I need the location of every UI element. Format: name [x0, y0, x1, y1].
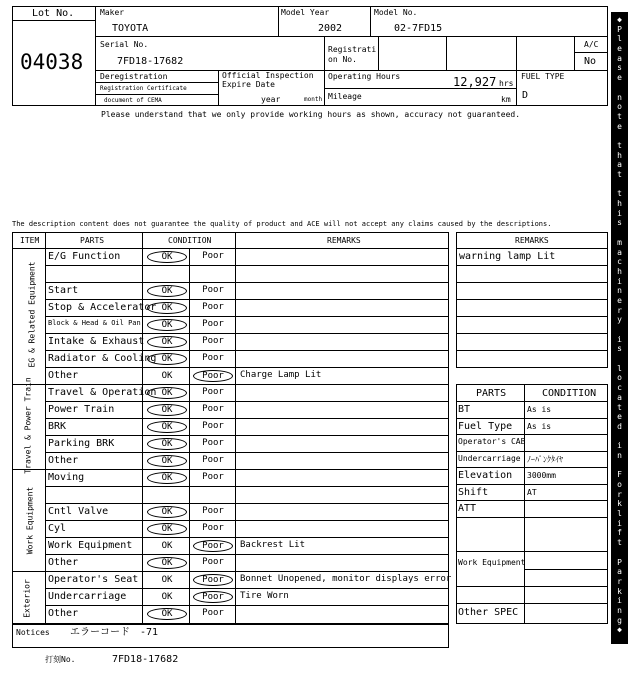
poor-option: Poor: [202, 506, 224, 516]
poor-option: Poor: [202, 472, 224, 482]
poor-circled: Poor: [193, 591, 233, 603]
poor-circled: Poor: [193, 370, 233, 382]
group-eg: EG & Related Equipment: [27, 261, 37, 368]
sidebar-char: a: [617, 247, 622, 257]
sidebar-char: t: [617, 170, 622, 179]
sidebar-char: s: [617, 344, 622, 354]
sidebar-char: P: [617, 557, 622, 567]
ok-circled: OK: [147, 404, 187, 416]
model-year-value: 2002: [318, 23, 343, 34]
table-row-part: Other: [48, 455, 79, 466]
ok-option: OK: [161, 592, 173, 602]
table-row-part: Cyl: [48, 523, 67, 534]
registration-label: Registrati on No.: [328, 45, 377, 64]
notices-label: Notices: [16, 628, 50, 637]
table-row-part: BRK: [48, 421, 67, 432]
poor-option: Poor: [202, 421, 224, 431]
stamp-label: 打刻No.: [45, 655, 76, 664]
sidebar-char: n: [617, 92, 622, 102]
ac-value: No: [584, 56, 597, 67]
row-remark: Charge Lamp Lit: [240, 370, 322, 380]
table-row-part: Stop & Accelerator: [48, 302, 157, 313]
ok-circled: OK: [147, 285, 187, 297]
serial-value: 7FD18-17682: [117, 56, 184, 67]
operating-hours-label: Operating Hours: [328, 72, 401, 81]
sidebar-char: g: [617, 615, 622, 625]
hrs-unit: hrs: [499, 79, 514, 88]
table-row-part: Other: [48, 608, 79, 619]
right-col-parts: PARTS: [476, 388, 507, 399]
ok-circled: OK: [147, 251, 187, 263]
poor-option: Poor: [202, 438, 224, 448]
sidebar-char: k: [617, 586, 622, 596]
maker-value: TOYOTA: [112, 23, 149, 34]
sidebar-char: l: [617, 363, 622, 373]
row-remark: Backrest Lit: [240, 540, 306, 550]
right-parts-table: [456, 384, 608, 624]
sidebar-char: e: [617, 412, 622, 422]
official-inspection-label: Official Inspection: [222, 71, 314, 80]
group-work: Work Equipment: [25, 486, 35, 555]
sidebar-char: r: [617, 305, 622, 315]
right-part-name: Shift: [458, 486, 489, 498]
sidebar-char: c: [617, 383, 622, 393]
sidebar-char: i: [617, 518, 622, 528]
ok-circled: OK: [147, 523, 187, 535]
sidebar-char: d: [617, 421, 622, 431]
right-part-condition: 3000mm: [527, 471, 556, 480]
sidebar-char: h: [617, 150, 622, 160]
poor-circled: Poor: [193, 574, 233, 586]
sidebar-char: i: [617, 596, 622, 606]
serial-label: Serial No.: [100, 40, 149, 49]
sidebar-char: h: [617, 266, 622, 276]
maker-label: Maker: [100, 8, 125, 17]
group-travel: Travel & Power Train: [23, 377, 33, 474]
right-part-name: Fuel Type: [458, 420, 513, 432]
sidebar-char: s: [617, 63, 622, 73]
sidebar-char: c: [617, 257, 622, 267]
sidebar-char: f: [617, 528, 622, 538]
hours-notice: Please understand that we only provide working hours as shown, accuracy not guaranteed.: [101, 110, 521, 119]
sidebar-char: i: [617, 208, 622, 218]
right-remarks-first: warning lamp Lit: [459, 251, 556, 262]
sidebar-char: k: [617, 499, 622, 509]
expire-date-label: Expire Date: [222, 80, 275, 89]
sidebar-char: a: [617, 392, 622, 402]
sidebar-char: o: [617, 480, 622, 489]
table-row-part: Intake & Exhaust: [48, 336, 145, 347]
right-part-name: Operator's CAB: [458, 437, 526, 446]
sidebar-char: e: [617, 73, 622, 83]
poor-option: Poor: [202, 319, 224, 329]
sidebar-char: ◆: [617, 625, 622, 635]
ok-circled: OK: [147, 506, 187, 518]
sidebar-char: i: [617, 441, 622, 451]
poor-option: Poor: [202, 523, 224, 533]
right-part-condition: As is: [527, 421, 552, 431]
right-part-condition: AT: [527, 487, 537, 497]
poor-option: Poor: [202, 251, 224, 261]
col-parts: PARTS: [80, 236, 105, 245]
ok-circled: OK: [147, 353, 187, 365]
sidebar-char: e: [617, 44, 622, 54]
sidebar-char: t: [617, 538, 622, 548]
lot-number: 04038: [20, 50, 84, 74]
sidebar-char: n: [617, 286, 622, 296]
right-part-condition: ﾉｰﾊﾟﾝｸﾀｲﾔ: [527, 454, 563, 464]
ok-circled: OK: [147, 387, 187, 399]
ok-circled: OK: [147, 557, 187, 569]
sidebar-char: e: [617, 295, 622, 305]
model-year-label: Model Year: [281, 8, 330, 17]
col-condition: CONDITION: [168, 236, 212, 245]
sidebar-char: i: [617, 334, 622, 344]
ok-circled: OK: [147, 608, 187, 620]
month-label: month: [304, 96, 323, 103]
right-part-condition: As is: [527, 405, 552, 414]
other-spec-label: Other SPEC: [458, 607, 519, 618]
col-remarks: REMARKS: [327, 236, 361, 245]
deregistration-label: Deregistration: [100, 72, 168, 81]
sidebar-char: a: [617, 53, 622, 63]
group-exterior: Exterior: [22, 579, 32, 618]
table-row-part: Parking BRK: [48, 438, 115, 449]
col-item: ITEM: [20, 236, 40, 245]
sidebar-char: r: [617, 576, 622, 586]
table-row-part: Travel & Operation: [48, 387, 157, 398]
sidebar-char: t: [617, 111, 622, 121]
sidebar-char: m: [617, 237, 622, 247]
right-part-name: BT: [458, 404, 471, 415]
location-notice-sidebar: [611, 12, 628, 644]
ok-circled: OK: [147, 472, 187, 484]
row-remark: Tire Worn: [240, 591, 289, 601]
sidebar-char: l: [617, 34, 622, 44]
notices-value: エラーコード -71: [70, 627, 159, 638]
sidebar-char: P: [617, 24, 622, 34]
ok-option: OK: [161, 541, 173, 551]
sidebar-char: l: [617, 509, 622, 519]
right-part-name: Elevation: [458, 470, 513, 481]
row-remark: Bonnet Unopened, monitor displays error: [240, 574, 452, 584]
sidebar-char: t: [617, 140, 622, 150]
registration-certificate-label: Registration Certificate: [100, 85, 187, 92]
sidebar-char: ◆: [617, 15, 622, 24]
poor-option: Poor: [202, 285, 224, 295]
model-no-value: 02-7FD15: [394, 23, 443, 34]
sidebar-char: o: [617, 102, 622, 112]
ok-option: OK: [161, 575, 173, 585]
ok-circled: OK: [147, 302, 187, 314]
fuel-type-value: D: [522, 90, 529, 101]
sidebar-char: e: [617, 121, 622, 131]
km-unit: km: [501, 95, 511, 104]
table-row-part: Start: [48, 285, 79, 296]
sidebar-char: i: [617, 276, 622, 286]
fuel-type-label: FUEL TYPE: [521, 72, 565, 81]
sidebar-char: t: [617, 402, 622, 412]
year-label: year: [261, 95, 281, 104]
poor-option: Poor: [202, 353, 224, 363]
poor-option: Poor: [202, 336, 224, 346]
table-row-part: Power Train: [48, 404, 115, 415]
table-row-part: Block & Head & Oil Pan: [48, 319, 141, 327]
sidebar-char: o: [617, 373, 622, 383]
sidebar-char: h: [617, 199, 622, 209]
right-remarks-header: REMARKS: [515, 236, 549, 245]
sidebar-char: t: [617, 189, 622, 199]
stamp-value: 7FD18-17682: [112, 654, 179, 665]
poor-option: Poor: [202, 557, 224, 567]
ok-option: OK: [161, 371, 173, 381]
mileage-label: Mileage: [328, 92, 362, 101]
table-row-part: Moving: [48, 472, 85, 483]
disclaimer: The description content does not guarantee the quality of product and ACE will not accept any claims caused by the descriptions.: [12, 220, 552, 228]
lot-label: Lot No.: [32, 8, 75, 19]
sidebar-char: a: [617, 160, 622, 170]
right-part-name: ATT: [458, 503, 477, 514]
right-col-condition: CONDITION: [542, 388, 597, 399]
poor-option: Poor: [202, 302, 224, 312]
table-row-part: Cntl Valve: [48, 506, 109, 517]
ok-circled: OK: [147, 319, 187, 331]
ok-circled: OK: [147, 421, 187, 433]
table-row-part: Other: [48, 557, 79, 568]
table-row-part: E/G Function: [48, 251, 121, 262]
poor-option: Poor: [202, 608, 224, 618]
sidebar-char: n: [617, 605, 622, 615]
table-row-part: Work Equipment: [48, 540, 133, 551]
table-row-part: Operator's Seat: [48, 574, 139, 585]
poor-option: Poor: [202, 387, 224, 397]
document-cema-label: document of CEMA: [104, 97, 162, 104]
ok-circled: OK: [147, 455, 187, 467]
poor-option: Poor: [202, 404, 224, 414]
model-no-label: Model No.: [374, 8, 418, 17]
table-row-part: Undercarriage: [48, 591, 127, 602]
sidebar-char: a: [617, 567, 622, 577]
poor-circled: Poor: [193, 540, 233, 552]
sidebar-char: s: [617, 218, 622, 228]
poor-option: Poor: [202, 455, 224, 465]
operating-hours-value: 12,927: [453, 75, 497, 89]
table-row-part: Other: [48, 370, 79, 381]
work-equipment-label: Work Equipment: [458, 558, 526, 567]
ac-label: A/C: [584, 40, 599, 49]
ok-circled: OK: [147, 336, 187, 348]
sidebar-char: n: [617, 450, 622, 460]
table-row-part: Radiator & Cooling: [48, 353, 157, 364]
sidebar-char: F: [617, 470, 622, 480]
ok-circled: OK: [147, 438, 187, 450]
sidebar-char: y: [617, 315, 622, 325]
right-part-name: Undercarriage: [458, 453, 521, 463]
sidebar-char: r: [617, 489, 622, 499]
